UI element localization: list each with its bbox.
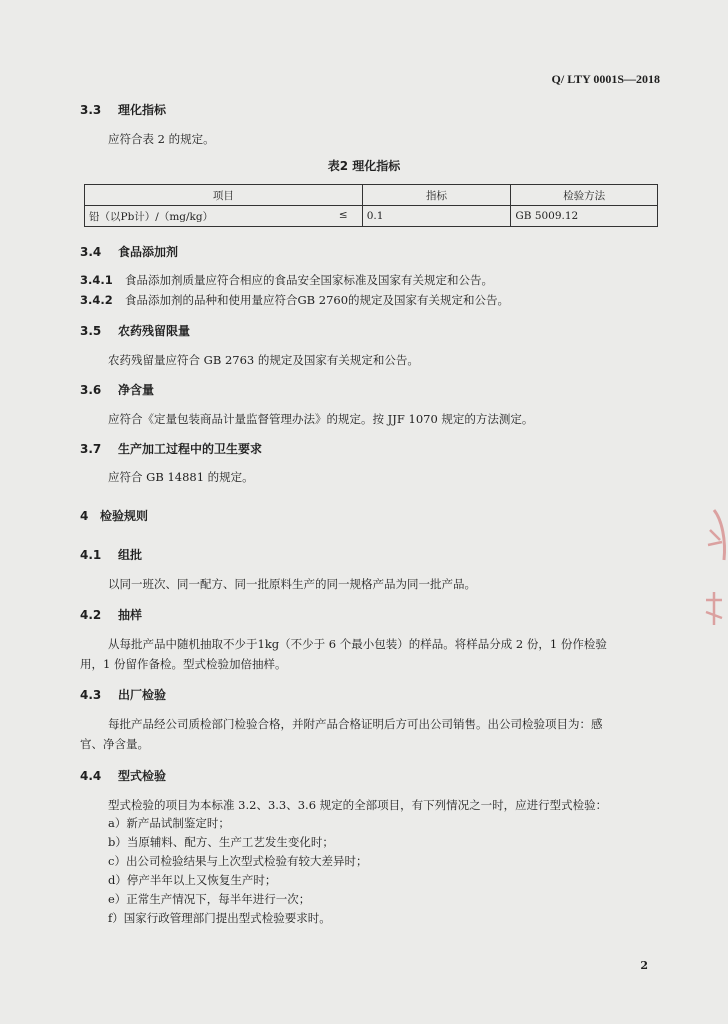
section-number: 4.1 xyxy=(80,548,102,562)
list-item: b）当原辅料、配方、生产工艺发生变化时； xyxy=(108,835,334,849)
clause-3-4-1 xyxy=(80,272,493,288)
section-title: 抽样 xyxy=(118,608,143,622)
section-3-7-heading xyxy=(80,440,262,457)
table-header-row xyxy=(85,185,658,206)
section-title: 净含量 xyxy=(118,383,155,397)
section-number: 4.3 xyxy=(80,688,102,702)
table-cell-method: GB 5009.12 xyxy=(511,206,658,227)
section-title: 出厂检验 xyxy=(118,688,167,702)
table-row xyxy=(85,206,658,227)
physicochemical-table xyxy=(84,184,658,227)
section-3-3-text: 应符合表 2 的规定。 xyxy=(108,132,215,146)
chapter-title: 检验规则 xyxy=(100,509,149,523)
section-title: 食品添加剂 xyxy=(118,245,179,259)
table-cell-item xyxy=(85,206,363,227)
chapter-number: 4 xyxy=(80,509,89,523)
comparison-operator: ≤ xyxy=(338,208,348,221)
standard-code-header: Q/ LTY 0001S—2018 xyxy=(551,72,660,86)
table-header-index: 指标 xyxy=(362,185,511,206)
list-item: d）停产半年以上又恢复生产时； xyxy=(108,873,277,887)
table-cell-value: 0.1 xyxy=(362,206,511,227)
section-3-6-text: 应符合《定量包装商品计量监督管理办法》的规定。按 JJF 1070 规定的方法测定。 xyxy=(108,412,534,426)
section-3-3-heading xyxy=(80,101,166,118)
section-4-4-heading xyxy=(80,767,166,784)
clause-number: 3.4.2 xyxy=(80,293,113,307)
clause-number: 3.4.1 xyxy=(80,273,113,287)
clause-3-4-2 xyxy=(80,292,509,308)
section-3-6-heading xyxy=(80,381,154,398)
section-title: 理化指标 xyxy=(118,103,167,117)
section-4-1-heading xyxy=(80,546,142,563)
section-4-2-line-2: 用，1 份留作备检。型式检验加倍抽样。 xyxy=(80,657,287,671)
section-4-1-text: 以同一班次、同一配方、同一批原料生产的同一规格产品为同一批产品。 xyxy=(108,577,476,591)
section-3-5-text: 农药残留量应符合 GB 2763 的规定及国家有关规定和公告。 xyxy=(108,353,419,367)
chapter-4-heading xyxy=(80,507,148,524)
section-4-3-heading xyxy=(80,686,166,703)
section-4-4-intro: 型式检验的项目为本标准 3.2、3.3、3.6 规定的全部项目，有下列情况之一时，应进行型式检验： xyxy=(108,798,608,812)
section-title: 型式检验 xyxy=(118,769,167,783)
section-4-2-line-1: 从每批产品中随机抽取不少于1kg（不少于 6 个最小包装）的样品。将样品分成 2 份，1 份作检验 xyxy=(108,637,607,651)
page-number: 2 xyxy=(640,959,648,972)
item-name: 铅（以Pb计）/（mg/kg） xyxy=(89,210,214,223)
section-number: 4.2 xyxy=(80,608,102,622)
section-number: 3.6 xyxy=(80,383,102,397)
section-title: 农药残留限量 xyxy=(118,324,191,338)
section-number: 3.3 xyxy=(80,103,102,117)
section-4-2-heading xyxy=(80,606,142,623)
section-3-5-heading xyxy=(80,322,190,339)
section-number: 3.4 xyxy=(80,245,102,259)
table-header-method: 检验方法 xyxy=(511,185,658,206)
table-header-item: 项目 xyxy=(85,185,363,206)
section-number: 3.5 xyxy=(80,324,102,338)
list-item: c）出公司检验结果与上次型式检验有较大差异时； xyxy=(108,854,368,868)
section-4-3-line-2: 官、净含量。 xyxy=(80,737,149,751)
list-item: e）正常生产情况下，每半年进行一次； xyxy=(108,892,311,906)
section-title: 组批 xyxy=(118,548,143,562)
section-3-4-heading xyxy=(80,243,178,260)
section-number: 3.7 xyxy=(80,442,102,456)
section-title: 生产加工过程中的卫生要求 xyxy=(118,442,263,456)
clause-text: 食品添加剂质量应符合相应的食品安全国家标准及国家有关规定和公告。 xyxy=(125,273,493,287)
table-2-caption: 表2 理化指标 xyxy=(327,159,401,173)
clause-text: 食品添加剂的品种和使用量应符合GB 2760的规定及国家有关规定和公告。 xyxy=(125,293,510,307)
list-item: a）新产品试制鉴定时； xyxy=(108,816,230,830)
seal-fragment-graphic xyxy=(696,500,728,650)
section-4-3-line-1: 每批产品经公司质检部门检验合格，并附产品合格证明后方可出公司销售。出公司检验项目为：感 xyxy=(108,717,603,731)
section-number: 4.4 xyxy=(80,769,102,783)
section-3-7-text: 应符合 GB 14881 的规定。 xyxy=(108,470,254,484)
list-item: f）国家行政管理部门提出型式检验要求时。 xyxy=(108,911,331,925)
